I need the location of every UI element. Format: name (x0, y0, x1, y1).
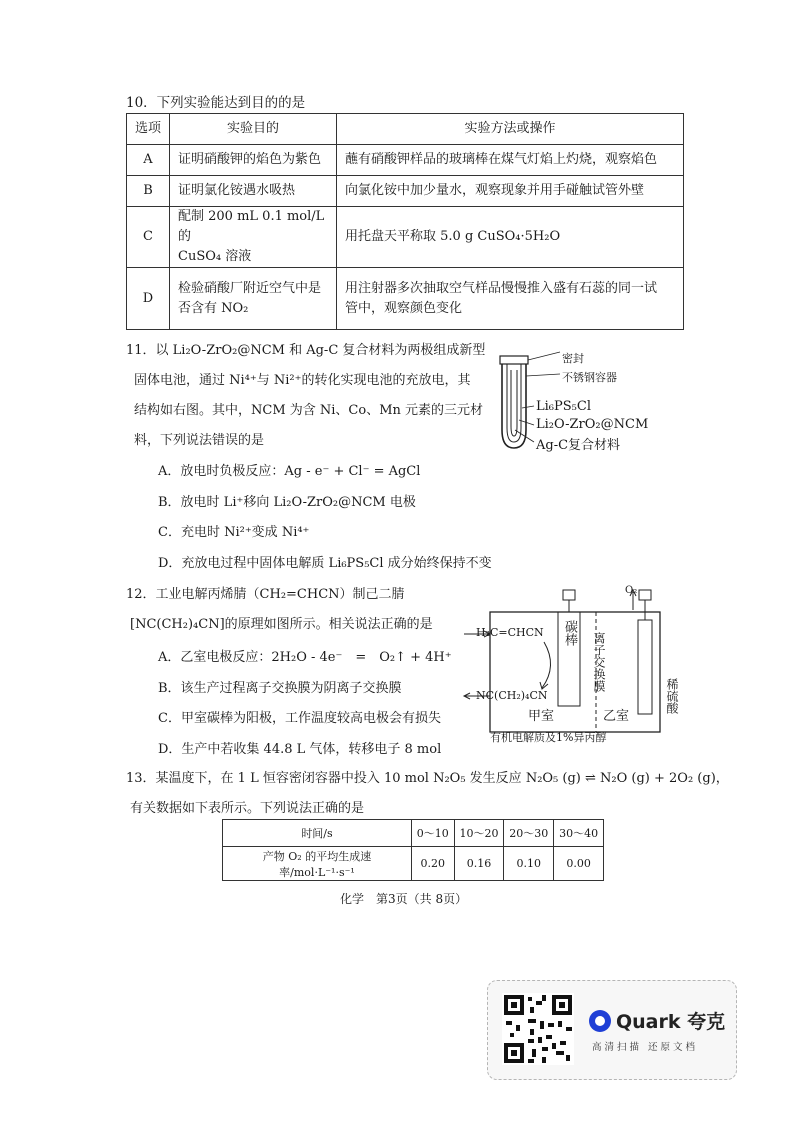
table-cell: 0.16 (454, 847, 504, 881)
fig-label-anode: Ag-C复合材料 (536, 438, 621, 453)
q12-stem-line: 12．工业电解丙烯腈（CH₂=CHCN）制己二腈 (126, 587, 405, 602)
quark-logo-icon (588, 1009, 612, 1033)
goal-cell (170, 268, 337, 330)
q12-option-c: C．甲室碳棒为阳极，工作温度较高电极会有损失 (158, 711, 441, 726)
table-header: 选项 (127, 114, 170, 145)
table-header: 实验目的 (170, 114, 337, 145)
option-cell: D (127, 268, 170, 330)
goal-line: CuSO₄ 溶液 (178, 249, 252, 264)
fig-room1-label: 甲室 (528, 709, 555, 724)
method-cell (337, 268, 684, 330)
fig-room2-label: 乙室 (603, 709, 630, 724)
table-row (127, 176, 684, 207)
goal-line: 否含有 NO₂ (178, 300, 249, 316)
electrolysis-diagram (462, 586, 702, 744)
q11-option-a: A．放电时负极反应：Ag - e⁻ + Cl⁻ = AgCl (158, 464, 421, 479)
fig-label-container: 不锈钢容器 (562, 371, 617, 384)
option-cell: A (127, 145, 170, 176)
goal-line: 配制 200 mL 0.1 mol/L 的 (178, 209, 325, 244)
q11-option-b: B．放电时 Li⁺移向 Li₂O-ZrO₂@NCM 电极 (158, 495, 416, 510)
fig-output-label: NC(CH₂)₄CN (476, 689, 548, 702)
q13-table (222, 819, 604, 881)
table-header: 时间/s (223, 820, 412, 847)
quark-watermark (487, 980, 737, 1080)
fig-label-seal: 密封 (562, 352, 584, 365)
fig-membrane-label: 离子交换膜 (592, 632, 606, 692)
goal-line: 检验硝酸厂附近空气中是 (178, 280, 322, 296)
q12-option-b: B．该生产过程离子交换膜为阴离子交换膜 (158, 681, 402, 696)
table-header: 20～30 (504, 820, 554, 847)
quark-subtitle: 高清扫描 还原文档 (592, 1042, 699, 1053)
goal-cell: 证明硝酸钾的焰色为紫色 (170, 145, 337, 176)
table-cell: 0.20 (412, 847, 455, 881)
method-cell: 蘸有硝酸钾样品的玻璃棒在煤气灯焰上灼烧，观察焰色 (337, 145, 684, 176)
q11-stem-line: 结构如右图。其中，NCM 为含 Ni、Co、Mn 元素的三元材 (134, 403, 484, 418)
page-footer: 化学 第3页（共 8页） (340, 892, 468, 906)
fig-gas-label: O₂ (625, 585, 638, 596)
q13-stem-line: 13．某温度下，在 1 L 恒容密闭容器中投入 10 mol N₂O₅ 发生反应 N₂O₅ (g) ⇌ N₂O (g) + 2O₂ (g)， (126, 771, 729, 786)
table-row (127, 268, 684, 330)
fig-input-label: H₂C=CHCN (476, 626, 544, 639)
goal-cell: 证明氯化铵遇水吸热 (170, 176, 337, 207)
fig-bottom-label: 有机电解质及1%异丙醇 (490, 731, 607, 744)
method-cell: 向氯化铵中加少量水，观察现象并用手碰触试管外壁 (337, 176, 684, 207)
q12-option-a: A．乙室电极反应：2H₂O - 4e⁻ = O₂↑ + 4H⁺ (158, 650, 452, 665)
option-cell: C (127, 207, 170, 268)
q11-option-d: D．充放电过程中固体电解质 Li₆PS₅Cl 成分始终保持不变 (158, 556, 492, 571)
quark-brand: Quark 夸克 (616, 1011, 726, 1033)
table-row (223, 847, 604, 881)
q12-stem-line: [NC(CH₂)₄CN]的原理如图所示。相关说法正确的是 (130, 617, 433, 632)
table-row (127, 207, 684, 268)
table-cell: 0.10 (504, 847, 554, 881)
q11-option-c: C．充电时 Ni²⁺变成 Ni⁴⁺ (158, 525, 310, 540)
q11-stem-line: 11．以 Li₂O-ZrO₂@NCM 和 Ag-C 复合材料为两极组成新型 (126, 343, 486, 358)
table-cell: 产物 O₂ 的平均生成速率/mol·L⁻¹·s⁻¹ (223, 847, 412, 881)
fig-acid-label: 稀硫酸 (665, 678, 679, 714)
goal-cell (170, 207, 337, 268)
option-cell: B (127, 176, 170, 207)
q12-option-d: D．生产中若收集 44.8 L 气体，转移电子 8 mol (158, 742, 442, 757)
table-header: 实验方法或操作 (337, 114, 684, 145)
table-row (127, 145, 684, 176)
method-line: 管中，观察颜色变化 (345, 300, 463, 316)
fig-rod-label: 碳棒 (562, 620, 577, 646)
q13-stem-line: 有关数据如下表所示。下列说法正确的是 (130, 801, 365, 816)
fig-label-cathode: Li₂O-ZrO₂@NCM (536, 417, 649, 432)
table-header: 0～10 (412, 820, 455, 847)
q10-title: 10．下列实验能达到目的的是 (126, 95, 306, 111)
table-cell: 0.00 (554, 847, 604, 881)
method-line: 用注射器多次抽取空气样品慢慢推入盛有石蕊的同一试 (345, 280, 658, 296)
q11-stem-line: 料，下列说法错误的是 (134, 433, 265, 448)
fig-label-electrolyte: Li₆PS₅Cl (536, 399, 591, 414)
table-header: 10～20 (454, 820, 504, 847)
q10-table (126, 113, 684, 330)
table-header: 30～40 (554, 820, 604, 847)
method-cell: 用托盘天平称取 5.0 g CuSO₄·5H₂O (337, 207, 684, 268)
qr-code-icon (502, 993, 574, 1065)
q11-stem-line: 固体电池，通过 Ni⁴⁺与 Ni²⁺的转化实现电池的充放电，其 (134, 373, 471, 388)
